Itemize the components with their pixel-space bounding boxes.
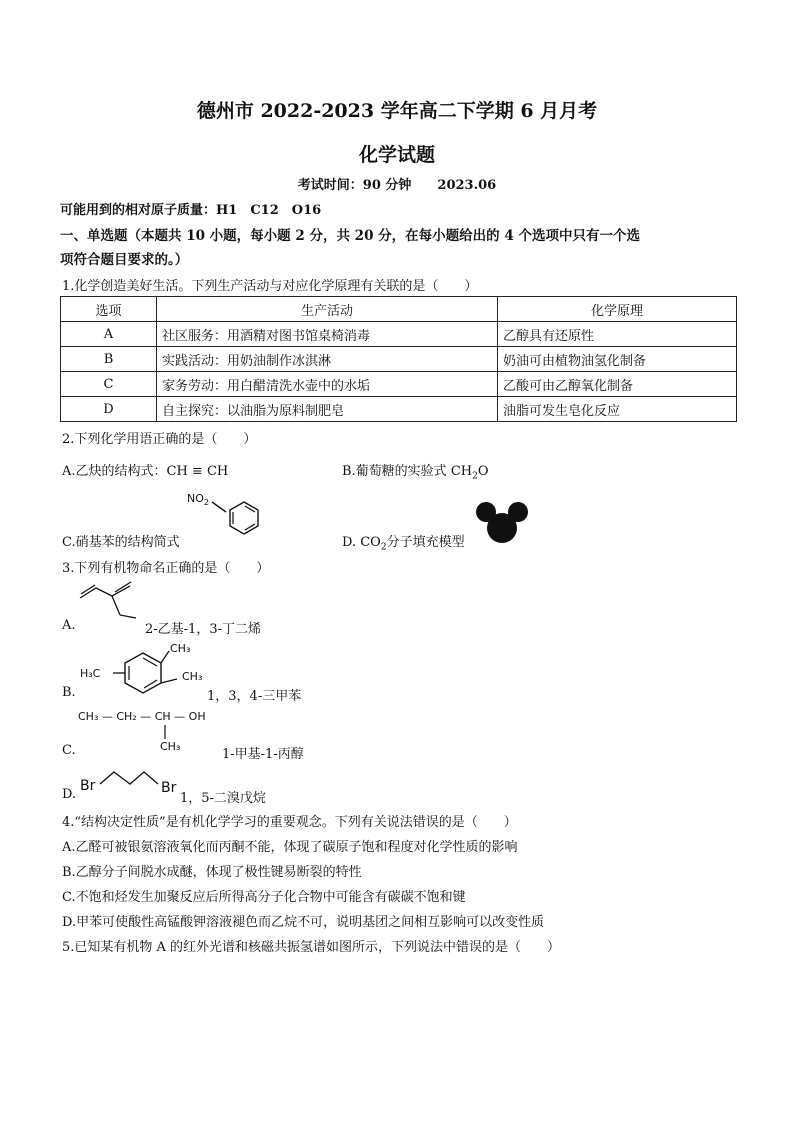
q3-option-b-name: 1，3，4-三甲苯 (207, 689, 302, 704)
br-label-right: Br (161, 780, 177, 796)
table-cell: A (61, 322, 157, 347)
q2-option-d-suffix: 分子填充模型 (386, 535, 465, 550)
q4-stem: 4.“结构决定性质”是有机化学学习的重要观念。下列有关说法错误的是（ ） (62, 815, 517, 830)
column-header: 化学原理 (498, 297, 737, 322)
q4-option-b: B.乙醇分子间脱水成醚，体现了极性键易断裂的特性 (62, 865, 362, 880)
table-cell: D (61, 397, 157, 422)
subject-title: 化学试题 (358, 144, 435, 166)
table-row (61, 372, 737, 397)
q3-option-b-structure-icon (105, 645, 195, 705)
column-header: 选项 (61, 297, 157, 322)
table-cell: 乙酸可由乙醇氧化制备 (498, 372, 737, 397)
table-header-row (61, 297, 737, 322)
table-row (61, 347, 737, 372)
table-cell: 油脂可发生皂化反应 (498, 397, 737, 422)
table-cell: 乙醇具有还原性 (498, 322, 737, 347)
q3-option-c-formula: CH₃ — CH₂ — CH — OH (78, 710, 206, 723)
table-row (61, 397, 737, 422)
q1-table (60, 296, 737, 422)
table-cell: B (61, 347, 157, 372)
ch3-label-top: CH₃ (170, 642, 191, 655)
q4-option-d: D.甲苯可使酸性高锰酸钾溶液褪色而乙烷不可，说明基团之间相互影响可以改变性质 (62, 915, 545, 930)
co2-space-filling-model-icon (474, 500, 530, 550)
h3c-label: H₃C (80, 667, 101, 680)
table-row (61, 322, 737, 347)
q3-option-c-branch-bond-icon (162, 725, 168, 739)
q3-option-c-label: C. (62, 743, 76, 758)
table-cell: 奶油可由植物油氢化制备 (498, 347, 737, 372)
column-header: 生产活动 (157, 297, 498, 322)
q2-option-b-text: B.葡萄糖的实验式 CH (342, 464, 473, 479)
nitrobenzene-structure-icon (200, 490, 270, 550)
q2-option-b-suffix: O (477, 464, 489, 479)
table-cell: C (61, 372, 157, 397)
br-label-left: Br (80, 778, 96, 794)
table-cell: 实践活动：用奶油制作冰淇淋 (157, 347, 498, 372)
q4-option-a: A.乙醛可被银氨溶液氧化而丙酮不能，体现了碳原子饱和程度对化学性质的影响 (62, 840, 518, 855)
q2-option-c: C.硝基苯的结构简式 (62, 535, 180, 550)
q3-option-d-label: D. (62, 787, 77, 802)
q3-option-a-structure-icon (78, 580, 148, 625)
exam-info: 考试时间：90 分钟 2023.06 (297, 178, 497, 193)
section-heading-line2: 项符合题目要求的。） (60, 252, 189, 268)
q2-option-b (342, 460, 489, 482)
table-cell: 社区服务：用酒精对图书馆桌椅消毒 (157, 322, 498, 347)
q2-option-d-text: D. CO (342, 535, 381, 550)
q4-option-c: C.不饱和烃发生加聚反应后所得高分子化合物中可能含有碳碳不饱和键 (62, 890, 466, 905)
subscript: 2 (472, 471, 478, 482)
exam-title: 德州市 2022-2023 学年高二下学期 6 月月考 (196, 100, 598, 122)
q3-option-c-branch: CH₃ (160, 740, 181, 753)
q5-stem: 5.已知某有机物 A 的红外光谱和核磁共振氢谱如图所示，下列说法中错误的是（ ） (62, 940, 561, 955)
q3-option-a-name: 2-乙基-1，3-丁二烯 (145, 622, 261, 637)
subscript: 2 (380, 542, 387, 553)
q3-option-d-structure-icon (98, 766, 162, 790)
q1-stem: 1.化学创造美好生活。下列生产活动与对应化学原理有关联的是（ ） (62, 279, 478, 294)
nitro-group-text: NO (187, 492, 204, 505)
q2-option-d (342, 531, 465, 553)
q2-stem: 2.下列化学用语正确的是（ ） (62, 432, 257, 447)
table-cell: 家务劳动：用白醋清洗水壶中的水垢 (157, 372, 498, 397)
ch3-label-right: CH₃ (182, 670, 203, 683)
atomic-mass-line: 可能用到的相对原子质量：H1 C12 O16 (60, 203, 322, 218)
table-cell: 自主探究：以油脂为原料制肥皂 (157, 397, 498, 422)
q3-stem: 3.下列有机物命名正确的是（ ） (62, 561, 270, 576)
q3-option-d-name: 1，5-二溴戊烷 (180, 791, 266, 806)
subscript: 2 (203, 498, 209, 508)
section-heading-line1: 一、单选题（本题共 10 小题，每小题 2 分，共 20 分，在每小题给出的 4 个选项中只有一个选 (60, 228, 640, 244)
q3-option-a-label: A. (62, 618, 76, 633)
q3-option-b-label: B. (62, 685, 76, 700)
q2-option-a: A.乙炔的结构式：CH ≡ CH (62, 464, 229, 479)
q3-option-c-name: 1-甲基-1-丙醇 (222, 747, 304, 762)
